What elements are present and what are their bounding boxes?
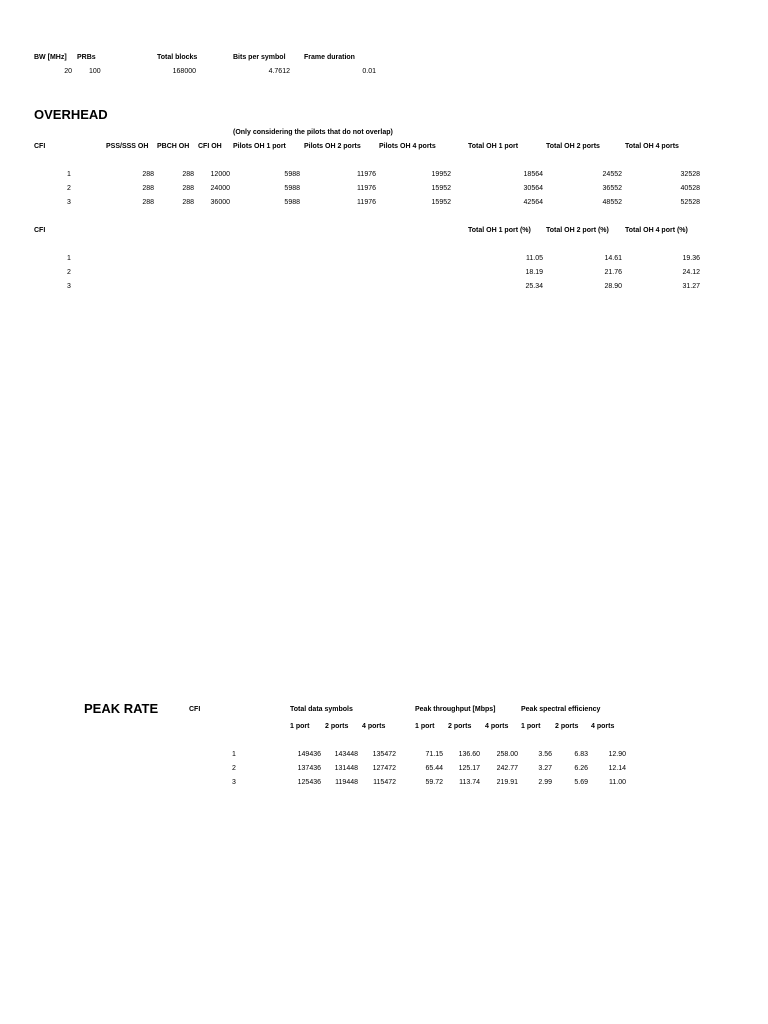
pr-se-2: 5.69	[574, 779, 588, 786]
pr-se-1: 3.27	[538, 765, 552, 772]
oh-pct-total-4: 24.12	[682, 269, 700, 276]
oh-total-2: 24552	[602, 171, 622, 178]
oh-total-1: 42564	[523, 199, 543, 206]
oh-pct-total-4: 31.27	[682, 283, 700, 290]
oh-pct-total-2: 21.76	[604, 269, 622, 276]
pr-tp-2: 136.60	[458, 751, 480, 758]
pr-tp-2: 113.74	[459, 779, 480, 786]
pr-ds-2: 119448	[335, 779, 358, 786]
oh-header-pilots-4: Pilots OH 4 ports	[379, 143, 436, 150]
value-bits-per-symbol: 4.7612	[268, 68, 290, 75]
oh-cfi-oh: 36000	[210, 199, 230, 206]
oh-pct-total-1: 25.34	[525, 283, 543, 290]
oh-pct-header-total-1: Total OH 1 port (%)	[468, 227, 531, 234]
pr-ds-2: 143448	[334, 751, 358, 758]
pr-se-4: 11.00	[609, 779, 626, 786]
pr-ds-4: 115472	[373, 779, 396, 786]
oh-cfi-oh: 24000	[210, 185, 230, 192]
peak-rate-title: PEAK RATE	[84, 701, 159, 716]
pr-sub-tp-2: 2 ports	[448, 723, 472, 730]
oh-total-4: 52528	[680, 199, 700, 206]
oh-pilots-4: 15952	[431, 185, 451, 192]
pr-sub-ds-2: 2 ports	[325, 723, 349, 730]
oh-pbch: 288	[182, 185, 194, 192]
pr-header-spectral: Peak spectral efficiency	[521, 706, 601, 713]
oh-pct-header-total-2: Total OH 2 port (%)	[546, 227, 609, 234]
oh-pct-total-2: 28.90	[604, 283, 622, 290]
oh-pct-cfi: 2	[67, 269, 71, 276]
oh-total-1: 30564	[523, 185, 543, 192]
pr-tp-1: 65.44	[425, 765, 443, 772]
oh-header-cfi-oh: CFI OH	[198, 143, 222, 150]
oh-pct-cfi: 3	[67, 283, 71, 290]
value-bw: 20	[64, 68, 72, 75]
oh-total-1: 18564	[523, 171, 543, 178]
pr-tp-4: 219.91	[496, 779, 518, 786]
pr-cfi: 3	[232, 779, 236, 786]
pr-ds-1: 137436	[297, 765, 321, 772]
oh-pbch: 288	[182, 199, 194, 206]
oh-cfi: 2	[67, 185, 71, 192]
pr-header-cfi: CFI	[189, 706, 201, 713]
oh-header-total-1: Total OH 1 port	[468, 143, 519, 150]
oh-total-4: 32528	[680, 171, 700, 178]
oh-pilots-4: 19952	[431, 171, 451, 178]
pr-tp-4: 258.00	[496, 751, 518, 758]
pr-ds-4: 127472	[372, 765, 396, 772]
oh-total-4: 40528	[680, 185, 700, 192]
pr-se-1: 3.56	[538, 751, 552, 758]
oh-pilots-4: 15952	[431, 199, 451, 206]
pr-se-1: 2.99	[538, 779, 552, 786]
pr-sub-se-1: 1 port	[521, 723, 541, 730]
pr-ds-2: 131448	[334, 765, 358, 772]
oh-header-total-4: Total OH 4 ports	[625, 143, 679, 150]
oh-pilots-1: 5988	[284, 185, 300, 192]
pr-tp-2: 125.17	[458, 765, 480, 772]
pr-se-2: 6.83	[574, 751, 588, 758]
pr-cfi: 1	[232, 751, 236, 758]
oh-cfi-oh: 12000	[210, 171, 230, 178]
pr-ds-1: 149436	[297, 751, 321, 758]
pr-se-4: 12.14	[608, 765, 626, 772]
pr-se-2: 6.26	[574, 765, 588, 772]
header-bw: BW [MHz]	[34, 54, 67, 61]
oh-header-pss-sss: PSS/SSS OH	[106, 143, 149, 150]
pr-tp-4: 242.77	[496, 765, 518, 772]
oh-header-pilots-2: Pilots OH 2 ports	[304, 143, 361, 150]
oh-pss-sss: 288	[142, 185, 154, 192]
overhead-title: OVERHEAD	[34, 107, 108, 122]
oh-pct-total-1: 18.19	[525, 269, 543, 276]
pr-sub-tp-1: 1 port	[415, 723, 435, 730]
oh-header-cfi: CFI	[34, 143, 46, 150]
oh-total-2: 48552	[602, 199, 622, 206]
pr-sub-ds-4: 4 ports	[362, 723, 386, 730]
pr-header-throughput: Peak throughput [Mbps]	[415, 706, 496, 713]
oh-header-total-2: Total OH 2 ports	[546, 143, 600, 150]
header-bits-per-symbol: Bits per symbol	[233, 54, 286, 61]
oh-total-2: 36552	[602, 185, 622, 192]
oh-pct-total-2: 14.61	[604, 255, 622, 262]
overhead-note: (Only considering the pilots that do not overlap)	[233, 129, 393, 136]
oh-pilots-2: 11976	[357, 199, 376, 206]
header-frame-duration: Frame duration	[304, 54, 355, 61]
pr-se-4: 12.90	[608, 751, 626, 758]
oh-pss-sss: 288	[142, 199, 154, 206]
value-prbs: 100	[89, 68, 101, 75]
oh-pct-cfi: 1	[67, 255, 71, 262]
oh-header-pbch: PBCH OH	[157, 143, 190, 150]
pr-sub-ds-1: 1 port	[290, 723, 310, 730]
value-total-blocks: 168000	[172, 68, 196, 75]
oh-pbch: 288	[182, 171, 194, 178]
pr-sub-se-2: 2 ports	[555, 723, 579, 730]
pr-cfi: 2	[232, 765, 236, 772]
oh-cfi: 3	[67, 199, 71, 206]
pr-sub-tp-4: 4 ports	[485, 723, 509, 730]
oh-pilots-2: 11976	[357, 185, 376, 192]
oh-header-pilots-1: Pilots OH 1 port	[233, 143, 286, 150]
pr-ds-4: 135472	[372, 751, 396, 758]
oh-pct-total-1: 11.05	[526, 255, 543, 262]
header-prbs: PRBs	[77, 54, 96, 61]
value-frame-duration: 0.01	[362, 68, 376, 75]
oh-pilots-1: 5988	[284, 171, 300, 178]
pr-header-data-symbols: Total data symbols	[290, 706, 353, 713]
oh-pss-sss: 288	[142, 171, 154, 178]
pr-ds-1: 125436	[297, 779, 321, 786]
oh-pct-total-4: 19.36	[682, 255, 700, 262]
pr-sub-se-4: 4 ports	[591, 723, 615, 730]
oh-pilots-2: 11976	[357, 171, 376, 178]
oh-pct-header-cfi: CFI	[34, 227, 46, 234]
pr-tp-1: 71.15	[425, 751, 443, 758]
oh-pilots-1: 5988	[284, 199, 300, 206]
pr-tp-1: 59.72	[425, 779, 443, 786]
oh-cfi: 1	[67, 171, 71, 178]
header-total-blocks: Total blocks	[157, 54, 198, 61]
oh-pct-header-total-4: Total OH 4 port (%)	[625, 227, 688, 234]
